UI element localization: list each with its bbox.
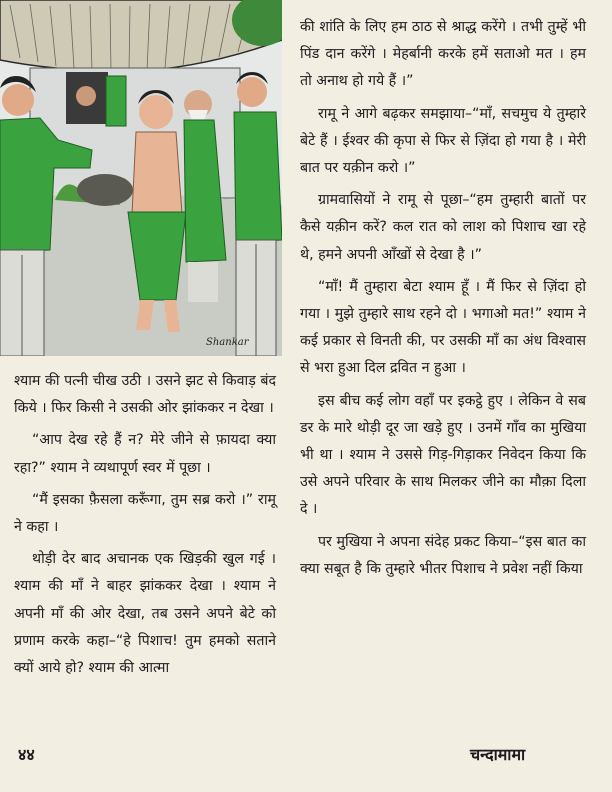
man-right xyxy=(234,72,282,356)
paragraph: श्याम की पत्नी चीख उठी । उसने झट से किवाड़ बंद किये । फिर किसी ने उसकी ओर झांककर न देखा । xyxy=(14,373,276,417)
magazine-name: चन्दामामा xyxy=(470,745,526,764)
paragraph: ग्रामवासियों ने रामू से पूछा–“हम तुम्हारी बातों पर कैसे यक़ीन करें? कल रात को लाश को पिशाच खा रहे थे, हमने अपनी आँखों से देखा है ।” xyxy=(300,192,586,263)
paragraph: “माँ! मैं तुम्हारा बेटा श्याम हूँ । मैं फिर से ज़िंदा हो गया । मुझे तुम्हारे साथ रहने दो । भगाओ मत!” श्याम ने कई प्रकार से विनती की, पर उसकी माँ का अंध विश्वास से भरा हुआ दिल द्रवित न हुआ । xyxy=(300,278,586,377)
paragraph: पर मुखिया ने अपना संदेह प्रकट किया–“इस बात का क्या सबूत है कि तुम्हारे भीतर पिशाच ने प्रवेश नहीं किया xyxy=(300,533,586,577)
right-text-column xyxy=(300,14,586,588)
page-number: ४४ xyxy=(18,745,35,764)
left-text-column xyxy=(14,368,276,687)
paragraph: “आप देख रहे हैं न? मेरे जीने से फ़ायदा क्या रहा?” श्याम ने व्यथापूर्ण स्वर में पूछा । xyxy=(14,432,276,476)
paragraph: की शांति के लिए हम ठाठ से श्राद्ध करेंगे । तभी तुम्हें भी पिंड दान करेंगे । मेहर्बानी करके हमें सताओ मत । हम तो अनाथ हो गये हैं ।” xyxy=(300,19,586,90)
paragraph: थोड़ी देर बाद अचानक एक खिड़की खुल गई । श्याम की माँ ने बाहर झांककर देखा । श्याम ने अपनी माँ की ओर देखा, तब उसने अपने बेटे को प्रणाम करके कहा–“हे पिशाच! तुम हमको सताने क्यों आये हो? श्याम की आत्मा xyxy=(14,551,276,677)
window-shutter xyxy=(106,76,126,126)
village-scene-drawing xyxy=(0,0,282,356)
rock xyxy=(77,174,133,206)
story-illustration xyxy=(0,0,282,356)
mother-face xyxy=(76,86,96,106)
paragraph: रामू ने आगे बढ़कर समझाया–“माँ, सचमुच ये तुम्हारे बेटे हैं । ईश्वर की कृपा से फिर से ज़िंदा हो गया है । मेरी बात पर यक़ीन करो ।” xyxy=(300,105,586,177)
artist-signature: Shankar xyxy=(206,337,249,348)
paragraph: इस बीच कई लोग वहाँ पर इकट्ठे हुए । लेकिन वे सब डर के मारे थोड़ी दूर जा खड़े हुए । उनमें गाँव का मुखिया भी था । श्याम ने उससे गिड़-गिड़ाकर निवेदन किया कि उसे अपने परिवार के साथ मिलकर जीने का मौक़ा दिला दे । xyxy=(300,392,586,518)
paragraph: “मैं इसका फ़ैसला करूँगा, तुम सब्र करो ।” रामू ने कहा । xyxy=(14,491,276,536)
